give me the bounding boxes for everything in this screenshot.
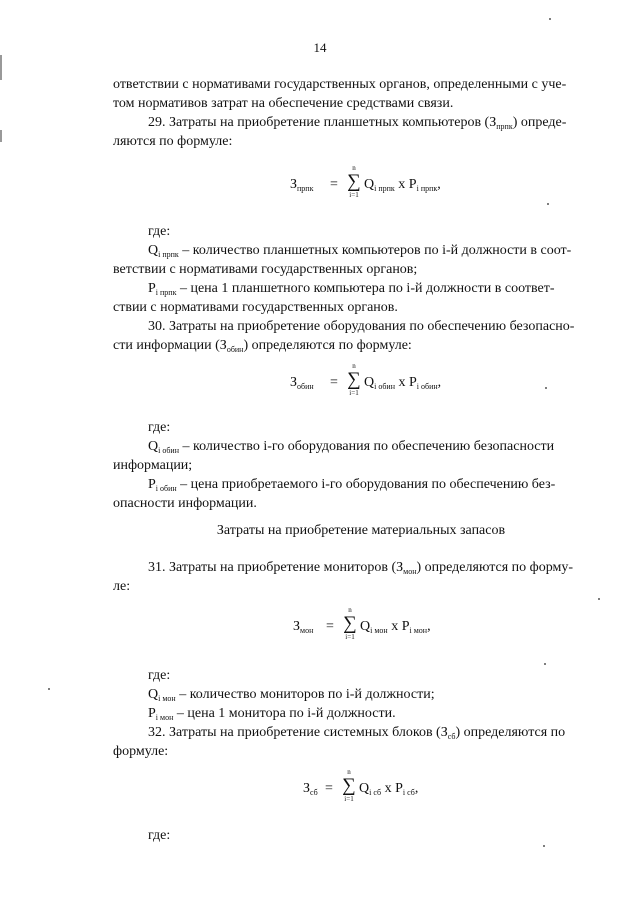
formula-symbol: P xyxy=(408,177,417,192)
formula-end: , xyxy=(427,619,431,634)
text-span: ) опреде- xyxy=(512,115,567,130)
equals-sign: = xyxy=(326,619,334,634)
sum-upper: n xyxy=(347,768,351,776)
text-span: ) определяются по форму- xyxy=(416,560,574,575)
subscript: i мон xyxy=(409,626,428,635)
formula-symbol: P xyxy=(408,375,417,390)
definition-q-obin xyxy=(148,437,554,460)
text-span: – цена 1 монитора по i-й должности. xyxy=(173,706,396,721)
text-span: 32. Затраты на приобретение системных блоков (З xyxy=(148,725,448,740)
formula-end: , xyxy=(414,781,419,796)
subscript: i прпк xyxy=(374,184,395,193)
text-line: ствии с нормативами государственных органов. xyxy=(113,300,398,315)
subscript: i обин xyxy=(158,446,179,455)
sum-sign xyxy=(346,362,362,397)
subscript: i прпк xyxy=(155,288,177,297)
sum-upper: n xyxy=(352,164,356,172)
formula-end: , xyxy=(437,177,441,192)
paragraph-32 xyxy=(148,723,565,746)
scan-speck xyxy=(48,688,50,690)
sum-lower: i=1 xyxy=(345,633,355,641)
formula-symbol: Q xyxy=(364,375,375,390)
subscript: прпк xyxy=(297,184,314,193)
text-span: ) определяются по формуле: xyxy=(243,338,412,353)
formula-lhs xyxy=(290,175,313,198)
scan-edge-mark xyxy=(0,130,2,142)
formula-rhs xyxy=(364,373,441,396)
subscript: сб xyxy=(447,732,456,741)
formula-symbol: P xyxy=(148,706,156,721)
text-line xyxy=(113,336,412,359)
sum-lower: i=1 xyxy=(349,389,359,397)
subscript: прпк xyxy=(496,122,513,131)
text-span: – количество i-го оборудования по обеспечению безопасности xyxy=(178,439,555,454)
formula-symbol: Q xyxy=(359,781,370,796)
sum-sign xyxy=(342,606,358,641)
subscript: i сб xyxy=(369,788,382,797)
text-line: ответствии с нормативами государственных органов, определенными с уче- xyxy=(113,77,567,92)
formula-symbol: Q xyxy=(148,439,159,454)
paragraph-30: 30. Затраты на приобретение оборудования по обеспечению безопасно- xyxy=(148,319,575,334)
equals-sign: = xyxy=(325,781,333,796)
sigma-icon: ∑ xyxy=(343,613,357,634)
text-span: – количество мониторов по i-й должности; xyxy=(175,687,435,702)
subscript: i мон xyxy=(158,694,176,703)
formula-symbol: З xyxy=(290,177,298,192)
sum-lower: i=1 xyxy=(344,795,354,803)
text-line: формуле: xyxy=(113,744,169,759)
subscript: i мон xyxy=(370,626,388,635)
formula-symbol: P xyxy=(401,619,410,634)
subscript: i обин xyxy=(416,382,438,391)
text-line: опасности информации. xyxy=(113,496,257,511)
subscript: i обин xyxy=(374,382,395,391)
text-span: сти информации (З xyxy=(113,338,227,353)
scan-speck xyxy=(543,845,545,847)
formula-symbol: P xyxy=(148,477,156,492)
text-span: – количество планшетных компьютеров по i-й должности в соот- xyxy=(178,243,572,258)
multiply-sign: x xyxy=(387,619,402,634)
sigma-icon: ∑ xyxy=(342,775,356,796)
sum-upper: n xyxy=(352,362,356,370)
formula-symbol: Q xyxy=(148,687,159,702)
text-line: ляются по формуле: xyxy=(113,134,233,149)
multiply-sign: x xyxy=(394,177,409,192)
paragraph-31 xyxy=(148,558,573,581)
formula-rhs xyxy=(364,175,441,198)
formula-symbol: P xyxy=(148,281,156,296)
text-span: ) определяются по xyxy=(455,725,566,740)
formula-rhs xyxy=(359,779,418,802)
formula-symbol: З xyxy=(303,781,311,796)
text-span: – цена 1 планшетного компьютера по i-й должности в соответ- xyxy=(176,281,555,296)
text-span: – цена приобретаемого i-го оборудования по обеспечению без- xyxy=(176,477,556,492)
subscript: обин xyxy=(297,382,314,391)
scan-edge-mark xyxy=(0,55,2,80)
subscript: i обин xyxy=(155,484,177,493)
subscript: сб xyxy=(310,788,318,797)
text-line: том нормативов затрат на обеспечение средствами связи. xyxy=(113,96,454,111)
scan-speck xyxy=(544,663,546,665)
text-span: 31. Затраты на приобретение мониторов (З xyxy=(148,560,404,575)
subscript: обин xyxy=(226,345,244,354)
where-label: где: xyxy=(148,668,171,683)
equals-sign: = xyxy=(330,375,338,390)
sum-sign xyxy=(341,768,357,803)
formula-lhs xyxy=(290,373,314,396)
subscript: мон xyxy=(403,567,417,576)
formula-lhs xyxy=(293,617,313,640)
subscript: i сб xyxy=(402,788,415,797)
subscript: i прпк xyxy=(158,250,179,259)
formula-symbol: З xyxy=(293,619,301,634)
sum-upper: n xyxy=(348,606,352,614)
page-number: 14 xyxy=(313,40,327,55)
subscript: i прпк xyxy=(416,184,438,193)
multiply-sign: x xyxy=(394,375,409,390)
multiply-sign: x xyxy=(381,781,396,796)
scan-speck xyxy=(598,598,600,600)
formula-symbol: P xyxy=(395,781,403,796)
where-label: где: xyxy=(148,828,171,843)
section-title: Затраты на приобретение материальных запасов xyxy=(216,523,506,538)
formula-symbol: Q xyxy=(360,619,371,634)
text-line: информации; xyxy=(113,458,193,473)
equals-sign: = xyxy=(330,177,338,192)
formula-symbol: Q xyxy=(364,177,375,192)
subscript: мон xyxy=(300,626,314,635)
subscript: i мон xyxy=(155,713,174,722)
sum-sign xyxy=(346,164,362,199)
text-line: ле: xyxy=(113,579,131,594)
formula-symbol: З xyxy=(290,375,298,390)
text-span: 29. Затраты на приобретение планшетных компьютеров (З xyxy=(148,115,497,130)
formula-end: , xyxy=(437,375,442,390)
text-line: ветствии с нормативами государственных органов; xyxy=(113,262,418,277)
scan-speck xyxy=(545,387,547,389)
scan-speck xyxy=(549,18,551,20)
where-label: где: xyxy=(148,224,171,239)
sigma-icon: ∑ xyxy=(347,171,361,192)
sigma-icon: ∑ xyxy=(347,369,361,390)
scan-speck xyxy=(547,203,549,205)
formula-rhs xyxy=(360,617,431,640)
formula-lhs xyxy=(303,779,318,802)
sum-lower: i=1 xyxy=(349,191,359,199)
where-label: где: xyxy=(148,420,171,435)
formula-symbol: Q xyxy=(148,243,159,258)
